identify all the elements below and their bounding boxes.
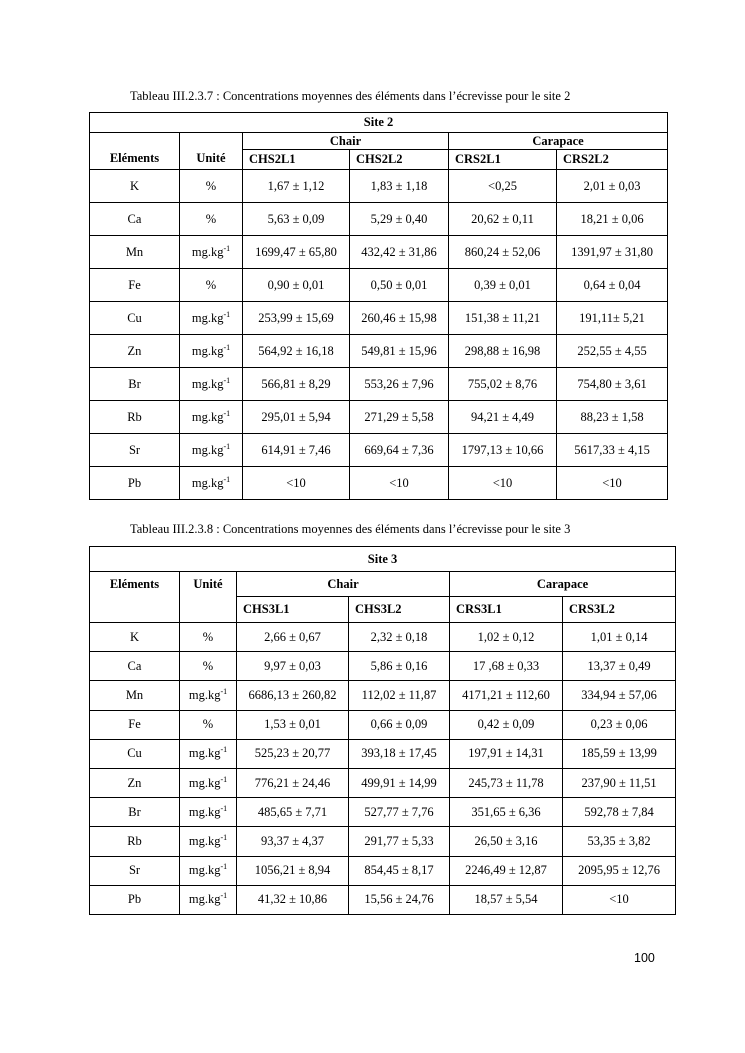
value-cell: 151,38 ± 11,21	[449, 302, 557, 335]
element-cell: Mn	[90, 236, 180, 269]
unit-cell	[180, 203, 243, 236]
unit-text: mg.kg	[188, 863, 221, 878]
table-row	[90, 170, 668, 203]
value-cell: 5617,33 ± 4,15	[557, 434, 668, 467]
table-row	[90, 856, 676, 885]
unit-text: mg.kg	[191, 343, 224, 358]
column-header-sample: CHS2L1	[243, 150, 350, 170]
concentration-table-site-2	[89, 112, 668, 500]
value-cell: 525,23 ± 20,77	[237, 739, 349, 768]
table-row	[90, 236, 668, 269]
value-cell: 776,21 ± 24,46	[237, 768, 349, 797]
unit-cell	[180, 768, 237, 797]
value-cell: 6686,13 ± 260,82	[237, 681, 349, 710]
element-cell: Pb	[90, 467, 180, 500]
value-cell: 334,94 ± 57,06	[563, 681, 676, 710]
element-cell: K	[90, 623, 180, 652]
value-cell: 549,81 ± 15,96	[350, 335, 449, 368]
unit-text: %	[202, 629, 214, 644]
value-cell: 5,63 ± 0,09	[243, 203, 350, 236]
unit-cell	[180, 739, 237, 768]
unit-exponent: -1	[223, 441, 231, 451]
element-cell: Mn	[90, 681, 180, 710]
column-header-sample: CRS3L2	[563, 597, 676, 623]
value-cell: <10	[350, 467, 449, 500]
element-cell: Ca	[90, 652, 180, 681]
value-cell: 93,37 ± 4,37	[237, 827, 349, 856]
value-cell: 754,80 ± 3,61	[557, 368, 668, 401]
unit-text: mg.kg	[191, 376, 224, 391]
unit-text: mg.kg	[188, 804, 221, 819]
value-cell: 112,02 ± 11,87	[349, 681, 450, 710]
value-cell: 260,46 ± 15,98	[350, 302, 449, 335]
table-row	[90, 827, 676, 856]
element-cell: Rb	[90, 401, 180, 434]
column-header-sample: CHS3L1	[237, 597, 349, 623]
value-cell: 2,32 ± 0,18	[349, 623, 450, 652]
unit-text: mg.kg	[191, 409, 224, 424]
value-cell: 2246,49 ± 12,87	[450, 856, 563, 885]
unit-exponent: -1	[223, 474, 231, 484]
unit-text: %	[202, 658, 214, 673]
column-header-unit: Unité	[180, 572, 237, 623]
value-cell: 0,42 ± 0,09	[450, 710, 563, 739]
column-header-element: Eléments	[90, 133, 180, 170]
unit-cell	[180, 798, 237, 827]
element-cell: Br	[90, 368, 180, 401]
value-cell: 566,81 ± 8,29	[243, 368, 350, 401]
value-cell: 1056,21 ± 8,94	[237, 856, 349, 885]
element-cell: Sr	[90, 434, 180, 467]
unit-cell	[180, 856, 237, 885]
value-cell: 351,65 ± 6,36	[450, 798, 563, 827]
value-cell: 5,86 ± 0,16	[349, 652, 450, 681]
value-cell: 191,11± 5,21	[557, 302, 668, 335]
value-cell: 485,65 ± 7,71	[237, 798, 349, 827]
value-cell: 499,91 ± 14,99	[349, 768, 450, 797]
value-cell: 88,23 ± 1,58	[557, 401, 668, 434]
unit-text: mg.kg	[188, 892, 221, 907]
unit-cell	[180, 710, 237, 739]
group-header-chair: Chair	[237, 572, 450, 597]
unit-exponent: -1	[220, 803, 228, 813]
value-cell: 41,32 ± 10,86	[237, 885, 349, 914]
value-cell: 860,24 ± 52,06	[449, 236, 557, 269]
value-cell: 0,66 ± 0,09	[349, 710, 450, 739]
value-cell: 2095,95 ± 12,76	[563, 856, 676, 885]
element-cell: Fe	[90, 269, 180, 302]
value-cell: 237,90 ± 11,51	[563, 768, 676, 797]
unit-cell	[180, 170, 243, 203]
unit-cell	[180, 335, 243, 368]
unit-text: mg.kg	[191, 244, 224, 259]
value-cell: 527,77 ± 7,76	[349, 798, 450, 827]
unit-exponent: -1	[223, 309, 231, 319]
value-cell: 2,01 ± 0,03	[557, 170, 668, 203]
table-row	[90, 401, 668, 434]
site-header: Site 2	[90, 113, 668, 133]
table-row	[90, 798, 676, 827]
value-cell: 9,97 ± 0,03	[237, 652, 349, 681]
table-row	[90, 203, 668, 236]
element-cell: Cu	[90, 302, 180, 335]
value-cell: <10	[563, 885, 676, 914]
unit-text: mg.kg	[188, 746, 221, 761]
table-row	[90, 710, 676, 739]
value-cell: 1797,13 ± 10,66	[449, 434, 557, 467]
value-cell: 592,78 ± 7,84	[563, 798, 676, 827]
unit-cell	[180, 434, 243, 467]
column-header-sample: CHS2L2	[350, 150, 449, 170]
element-cell: Sr	[90, 856, 180, 885]
element-cell: Zn	[90, 335, 180, 368]
value-cell: 17 ,68 ± 0,33	[450, 652, 563, 681]
value-cell: 0,90 ± 0,01	[243, 269, 350, 302]
unit-text: %	[202, 717, 214, 732]
table-row	[90, 768, 676, 797]
group-header-chair: Chair	[243, 133, 449, 150]
value-cell: 0,39 ± 0,01	[449, 269, 557, 302]
group-header-carapace: Carapace	[449, 133, 668, 150]
unit-exponent: -1	[220, 891, 228, 901]
unit-exponent: -1	[220, 832, 228, 842]
value-cell: 614,91 ± 7,46	[243, 434, 350, 467]
element-cell: Pb	[90, 885, 180, 914]
column-header-element: Eléments	[90, 572, 180, 623]
unit-exponent: -1	[223, 342, 231, 352]
value-cell: <10	[243, 467, 350, 500]
value-cell: 553,26 ± 7,96	[350, 368, 449, 401]
column-header-sample: CRS3L1	[450, 597, 563, 623]
table-caption-site-3: Tableau III.2.3.8 : Concentrations moyennes des éléments dans l’écrevisse pour le site 3	[130, 522, 571, 536]
value-cell: 564,92 ± 16,18	[243, 335, 350, 368]
value-cell: 4171,21 ± 112,60	[450, 681, 563, 710]
element-cell: K	[90, 170, 180, 203]
table-row	[90, 269, 668, 302]
column-header-sample: CRS2L2	[557, 150, 668, 170]
value-cell: 298,88 ± 16,98	[449, 335, 557, 368]
unit-exponent: -1	[220, 862, 228, 872]
site-header: Site 3	[90, 547, 676, 572]
value-cell: 252,55 ± 4,55	[557, 335, 668, 368]
value-cell: 253,99 ± 15,69	[243, 302, 350, 335]
column-header-unit: Unité	[180, 133, 243, 170]
unit-text: mg.kg	[191, 442, 224, 457]
value-cell: 94,21 ± 4,49	[449, 401, 557, 434]
value-cell: 53,35 ± 3,82	[563, 827, 676, 856]
unit-cell	[180, 302, 243, 335]
value-cell: 197,91 ± 14,31	[450, 739, 563, 768]
table-row	[90, 467, 668, 500]
column-header-sample: CHS3L2	[349, 597, 450, 623]
page-number: 100	[634, 951, 655, 965]
value-cell: <10	[449, 467, 557, 500]
value-cell: 295,01 ± 5,94	[243, 401, 350, 434]
unit-cell	[180, 652, 237, 681]
unit-text: mg.kg	[191, 310, 224, 325]
unit-exponent: -1	[220, 686, 228, 696]
value-cell: 13,37 ± 0,49	[563, 652, 676, 681]
unit-text: mg.kg	[188, 833, 221, 848]
unit-text: mg.kg	[188, 687, 221, 702]
table-row	[90, 739, 676, 768]
table-row	[90, 302, 668, 335]
value-cell: 854,45 ± 8,17	[349, 856, 450, 885]
element-cell: Ca	[90, 203, 180, 236]
value-cell: 0,23 ± 0,06	[563, 710, 676, 739]
value-cell: 1,53 ± 0,01	[237, 710, 349, 739]
group-header-carapace: Carapace	[450, 572, 676, 597]
table-row	[90, 335, 668, 368]
value-cell: 0,64 ± 0,04	[557, 269, 668, 302]
value-cell: <0,25	[449, 170, 557, 203]
concentration-table-site-3	[89, 546, 676, 915]
value-cell: 5,29 ± 0,40	[350, 203, 449, 236]
table-row	[90, 368, 668, 401]
value-cell: 18,21 ± 0,06	[557, 203, 668, 236]
table-row	[90, 681, 676, 710]
table-row	[90, 434, 668, 467]
unit-cell	[180, 827, 237, 856]
value-cell: 755,02 ± 8,76	[449, 368, 557, 401]
unit-cell	[180, 885, 237, 914]
value-cell: 669,64 ± 7,36	[350, 434, 449, 467]
value-cell: 15,56 ± 24,76	[349, 885, 450, 914]
unit-cell	[180, 236, 243, 269]
unit-text: %	[205, 178, 217, 193]
value-cell: 185,59 ± 13,99	[563, 739, 676, 768]
unit-exponent: -1	[223, 375, 231, 385]
unit-cell	[180, 623, 237, 652]
value-cell: 432,42 ± 31,86	[350, 236, 449, 269]
unit-exponent: -1	[223, 408, 231, 418]
unit-text: mg.kg	[188, 775, 221, 790]
value-cell: 1,83 ± 1,18	[350, 170, 449, 203]
unit-cell	[180, 269, 243, 302]
element-cell: Cu	[90, 739, 180, 768]
value-cell: 0,50 ± 0,01	[350, 269, 449, 302]
unit-cell	[180, 681, 237, 710]
unit-exponent: -1	[220, 745, 228, 755]
unit-text: %	[205, 277, 217, 292]
element-cell: Fe	[90, 710, 180, 739]
table-row	[90, 652, 676, 681]
value-cell: 1391,97 ± 31,80	[557, 236, 668, 269]
table-caption-site-2: Tableau III.2.3.7 : Concentrations moyennes des éléments dans l’écrevisse pour le site 2	[130, 89, 571, 103]
unit-cell	[180, 368, 243, 401]
unit-exponent: -1	[220, 774, 228, 784]
value-cell: 2,66 ± 0,67	[237, 623, 349, 652]
unit-text: mg.kg	[191, 475, 224, 490]
unit-text: %	[205, 211, 217, 226]
value-cell: 20,62 ± 0,11	[449, 203, 557, 236]
value-cell: 1,01 ± 0,14	[563, 623, 676, 652]
value-cell: 245,73 ± 11,78	[450, 768, 563, 797]
element-cell: Zn	[90, 768, 180, 797]
table-row	[90, 623, 676, 652]
column-header-sample: CRS2L1	[449, 150, 557, 170]
element-cell: Br	[90, 798, 180, 827]
value-cell: 1699,47 ± 65,80	[243, 236, 350, 269]
unit-cell	[180, 467, 243, 500]
unit-exponent: -1	[223, 243, 231, 253]
value-cell: 271,29 ± 5,58	[350, 401, 449, 434]
value-cell: <10	[557, 467, 668, 500]
table-row	[90, 885, 676, 914]
value-cell: 1,67 ± 1,12	[243, 170, 350, 203]
value-cell: 18,57 ± 5,54	[450, 885, 563, 914]
value-cell: 291,77 ± 5,33	[349, 827, 450, 856]
element-cell: Rb	[90, 827, 180, 856]
value-cell: 1,02 ± 0,12	[450, 623, 563, 652]
value-cell: 393,18 ± 17,45	[349, 739, 450, 768]
value-cell: 26,50 ± 3,16	[450, 827, 563, 856]
unit-cell	[180, 401, 243, 434]
